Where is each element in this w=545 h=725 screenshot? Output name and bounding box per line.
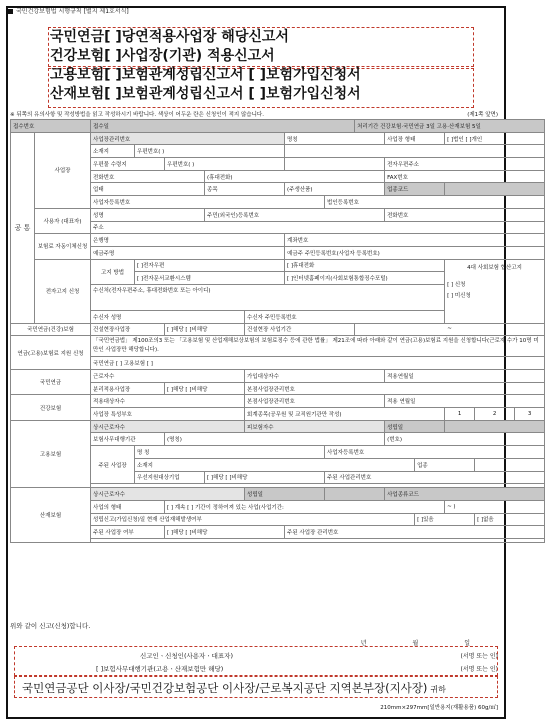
health-payday: 회계종목(공무원 및 교직원기관만 작성) bbox=[245, 408, 445, 421]
emp-industry-code[interactable]: 업종 bbox=[415, 458, 475, 471]
pension-head-no[interactable]: 본점사업장관리번호 bbox=[245, 382, 545, 395]
email-field[interactable]: 전자우편주소 bbox=[385, 158, 545, 171]
site-period-label: 건설현장 사업기간 bbox=[245, 323, 355, 336]
health-apply-date[interactable]: 적용 연월일 bbox=[385, 395, 545, 408]
emp-main-reg[interactable]: 사업자등록번호 bbox=[325, 446, 545, 459]
health-head-no[interactable]: 본점사업장관리번호 bbox=[245, 395, 385, 408]
regulation-text: 국민건강보험법 시행규칙 [별지 제1호서식] bbox=[16, 8, 129, 15]
holder-field[interactable]: 예금주명 bbox=[91, 246, 285, 259]
acc-period-options[interactable]: [ ] 계속 [ ] 기간이 정하여져 있는 사업(사업기간: bbox=[165, 500, 445, 513]
owner-phone-field[interactable]: 전화번호 bbox=[385, 208, 545, 221]
delegate-name[interactable]: (명칭) bbox=[165, 433, 385, 446]
combined-notice-title: 4대 사회보험 합산고지 bbox=[467, 264, 522, 271]
branch-options[interactable]: [ ]해당 [ ]비해당 bbox=[165, 382, 245, 395]
acc-est-value bbox=[325, 488, 385, 501]
opt-email[interactable]: [ ]전자우편 bbox=[135, 259, 285, 272]
subsidy-label: 연금(고용)보험료 지원 신청 bbox=[11, 336, 91, 370]
opt-edi[interactable]: [ ]전자문서교환시스템 bbox=[135, 272, 285, 285]
agency-suffix: 귀하 bbox=[430, 685, 446, 694]
acc-period-end[interactable]: ~ ) bbox=[445, 500, 545, 513]
health-code-2[interactable]: 2 bbox=[475, 408, 515, 421]
accident-label: 산재보험 bbox=[11, 488, 91, 543]
emp-main-name[interactable]: 명 칭 bbox=[135, 446, 325, 459]
date-line[interactable]: 년 월 일 bbox=[360, 640, 492, 647]
combined-apply-check[interactable]: [ ] 신청 bbox=[447, 281, 466, 288]
excess-options[interactable]: [ ]해당 [ ]비해당 bbox=[205, 471, 325, 484]
combined-notice-box bbox=[445, 259, 545, 323]
site-period-field[interactable]: ~ bbox=[355, 323, 545, 336]
health-unit-code[interactable]: 사업장 특성부호 bbox=[91, 408, 245, 421]
common-section-label: 공 통 bbox=[11, 132, 35, 323]
fax-field[interactable]: FAX번호 bbox=[385, 170, 545, 183]
business-reg-no-field[interactable]: 사업장관리번호 bbox=[91, 132, 285, 145]
zip2-close: ) bbox=[192, 161, 195, 168]
opt-mobile[interactable]: [ ]휴대전화 bbox=[285, 259, 445, 272]
application-table bbox=[10, 119, 545, 543]
regulation-header bbox=[8, 6, 129, 15]
delegate-no[interactable]: (번호) bbox=[385, 433, 545, 446]
mobile-field[interactable]: (휴대전화) bbox=[205, 170, 385, 183]
business-name-field[interactable]: 명칭 bbox=[285, 132, 385, 145]
mail-addr-field[interactable] bbox=[285, 158, 385, 171]
recv-name-field[interactable]: 수신자 성명 bbox=[91, 310, 245, 323]
biz-reg-no-field[interactable]: 사업자등록번호 bbox=[91, 196, 325, 209]
pension-health-label: 국민연금(건강)보험 bbox=[11, 323, 91, 336]
emp-main-addr[interactable]: 소재지 bbox=[135, 458, 415, 471]
recv-rrn-field[interactable]: 수신자 주민등록번호 bbox=[245, 310, 445, 323]
processing-period: 처리기간 건강보험·국민연금 3일 고용·산재보험 5일 bbox=[355, 120, 545, 133]
acc-merge-yes[interactable]: [ ]있음 bbox=[415, 513, 475, 526]
zip1-field bbox=[135, 145, 285, 158]
title-health: 건강보험[ ]사업장(기관) 적용신고서 bbox=[50, 48, 275, 64]
acc-merge-no[interactable]: [ ]없음 bbox=[475, 513, 545, 526]
combined-cancel-check[interactable]: [ ] 미신청 bbox=[447, 292, 471, 299]
industry-code-field: 업종코드 bbox=[385, 183, 445, 196]
acc-main-label: 주된 사업장 여부 bbox=[91, 526, 165, 539]
acc-spacer bbox=[91, 538, 545, 542]
account-section-label: 보험료 자동이체신청 bbox=[35, 234, 91, 259]
agency-name: 국민연금공단 이사장/국민건강보험공단 이사장/근로복지공단 지역본부장(지사장) bbox=[22, 681, 428, 695]
address-label: 소재지 bbox=[91, 145, 135, 158]
opt-web[interactable]: [ ]인터넷홈페이지(사회보험통합징수포털) bbox=[285, 272, 445, 285]
emp-insured[interactable]: 피보험자수 bbox=[245, 420, 385, 433]
acc-main-options[interactable]: [ ]해당 [ ]비해당 bbox=[165, 526, 285, 539]
page-note: (제1쪽 앞면) bbox=[467, 112, 498, 118]
square-bullet-icon bbox=[8, 9, 13, 14]
signature-box bbox=[14, 646, 498, 676]
business-form-options[interactable]: [ ]법인 [ ]개인 bbox=[445, 132, 545, 145]
industry-field[interactable]: 업태 bbox=[91, 183, 205, 196]
paper-spec: 210mm×297mm[일반용지(재활용품) 60g/㎡] bbox=[380, 705, 498, 711]
owner-address-field[interactable]: 주소 bbox=[91, 221, 545, 234]
zip1-close: ) bbox=[162, 149, 165, 156]
health-code-1[interactable]: 1 bbox=[445, 408, 475, 421]
title-pension: 국민연금[ ]당연적용사업장 해당신고서 bbox=[50, 29, 289, 45]
acc-merge-label: 성립신고(가입신청)일 현재 산업재해발생여부 bbox=[91, 513, 415, 526]
address-field[interactable] bbox=[285, 145, 545, 158]
zip1-label: 우편번호( bbox=[137, 149, 161, 156]
pension-apply-date[interactable]: 적용연월일 bbox=[385, 370, 545, 383]
subsidy-text: 「국민연금법」 제100조의3 또는 「고용보험 및 산업재해보상보험의 보험료징수 등에 관한 법률」 제21조에 따라 아래와 같이 연금(고용)보험료 지원을 신청합니다(근로자 수가 10명 미만인 사업장만 해당합니다). bbox=[91, 336, 545, 357]
e-notice-section-label: 전자고지 신청 bbox=[35, 259, 91, 323]
phone-field[interactable]: 전화번호 bbox=[91, 170, 205, 183]
pension-subscribers[interactable]: 가입대상자수 bbox=[245, 370, 385, 383]
notice-method-label: 고지 방법 bbox=[91, 259, 135, 284]
agency-box bbox=[14, 676, 498, 698]
corp-reg-no-field[interactable]: 법인등록번호 bbox=[325, 196, 545, 209]
employment-label: 고용보험 bbox=[11, 420, 91, 487]
title-employment: 고용보험[ ]보험관계성립신고서 [ ]보험가입신청서 bbox=[50, 67, 361, 83]
owner-rrn-field[interactable]: 주민(외국인)등록번호 bbox=[205, 208, 385, 221]
owner-name-field[interactable]: 성명 bbox=[91, 208, 205, 221]
site-options[interactable]: [ ]해당 [ ]비해당 bbox=[165, 323, 245, 336]
zip2-field bbox=[165, 158, 285, 171]
pension-label: 국민연금 bbox=[11, 370, 91, 395]
acc-est-date: 성립일 bbox=[245, 488, 325, 501]
emp-industry-code-value bbox=[475, 458, 545, 471]
branch-label: 분리적용사업장 bbox=[91, 382, 165, 395]
agent-label: [ ]보험사무대행기관(고용ㆍ산재보험만 해당) bbox=[96, 665, 224, 673]
pension-workers[interactable]: 근로자수 bbox=[91, 370, 245, 383]
emp-main-no[interactable]: 주된 사업관리번호 bbox=[325, 471, 545, 484]
mail-addr-label: 우편물 수령지 bbox=[91, 158, 165, 171]
form-titles bbox=[50, 28, 361, 104]
emp-est-date: 성립일 bbox=[385, 420, 445, 433]
main-product-field[interactable]: (주생산품) bbox=[285, 183, 385, 196]
delegate-label: 보험사무대행기관 bbox=[91, 433, 165, 446]
title-accident: 산재보험[ ]보험관계성립신고서 [ ]보험가입신청서 bbox=[50, 86, 361, 102]
recv-addr-field[interactable]: 수신처(전자우편주소, 휴대전화번호 또는 아이디) bbox=[91, 284, 445, 310]
holder-rrn-field[interactable]: 예금주 주민등록번호(사업자 등록번호) bbox=[285, 246, 545, 259]
reporter-label: 신고인ㆍ신청인(사용자ㆍ대표자) bbox=[140, 652, 233, 660]
receipt-no-label: 접수번호 bbox=[11, 120, 91, 133]
acc-regular[interactable]: 상시근로자수 bbox=[91, 488, 245, 501]
health-code-3[interactable]: 3 bbox=[515, 408, 545, 421]
owner-section-label: 사용자 (대표자) bbox=[35, 208, 91, 233]
acc-biz-code: 사업종류코드 bbox=[385, 488, 545, 501]
notice-text: ※ 뒤쪽의 유의사항 및 작성방법을 읽고 작성하시기 바랍니다. 색상이 어두운 란은 신청인이 적지 않습니다. bbox=[10, 112, 264, 118]
declaration-text: 위와 같이 신고(신청)합니다. bbox=[10, 622, 91, 630]
health-subjects[interactable]: 적용대상자수 bbox=[91, 395, 245, 408]
site-label: 건설현장사업장 bbox=[91, 323, 165, 336]
excess-label: 우선지원대상기업 bbox=[135, 471, 205, 484]
business-section-label: 사업장 bbox=[35, 132, 91, 208]
bank-field[interactable]: 은행명 bbox=[91, 234, 285, 247]
item-field[interactable]: 종목 bbox=[205, 183, 285, 196]
reporter-signature[interactable]: (서명 또는 인) bbox=[460, 653, 498, 660]
emp-est-date-value bbox=[445, 420, 545, 433]
account-no-field[interactable]: 계좌번호 bbox=[285, 234, 545, 247]
receipt-date-label: 접수일 bbox=[91, 120, 355, 133]
zip2-label: 우편번호( bbox=[167, 161, 191, 168]
emp-main-biz-label: 주된 사업장 bbox=[91, 446, 135, 484]
acc-period-label: 사업의 형태 bbox=[91, 500, 165, 513]
agent-signature[interactable]: (서명 또는 인) bbox=[460, 666, 498, 673]
health-label: 건강보험 bbox=[11, 395, 91, 420]
emp-regular[interactable]: 상시근로자수 bbox=[91, 420, 245, 433]
business-form-label: 사업장 형태 bbox=[385, 132, 445, 145]
subsidy-options[interactable]: 국민연금 [ ] 고용보험 [ ] bbox=[91, 357, 545, 370]
industry-code-value bbox=[445, 183, 545, 196]
acc-main-no[interactable]: 주된 사업장 관리번호 bbox=[285, 526, 545, 539]
